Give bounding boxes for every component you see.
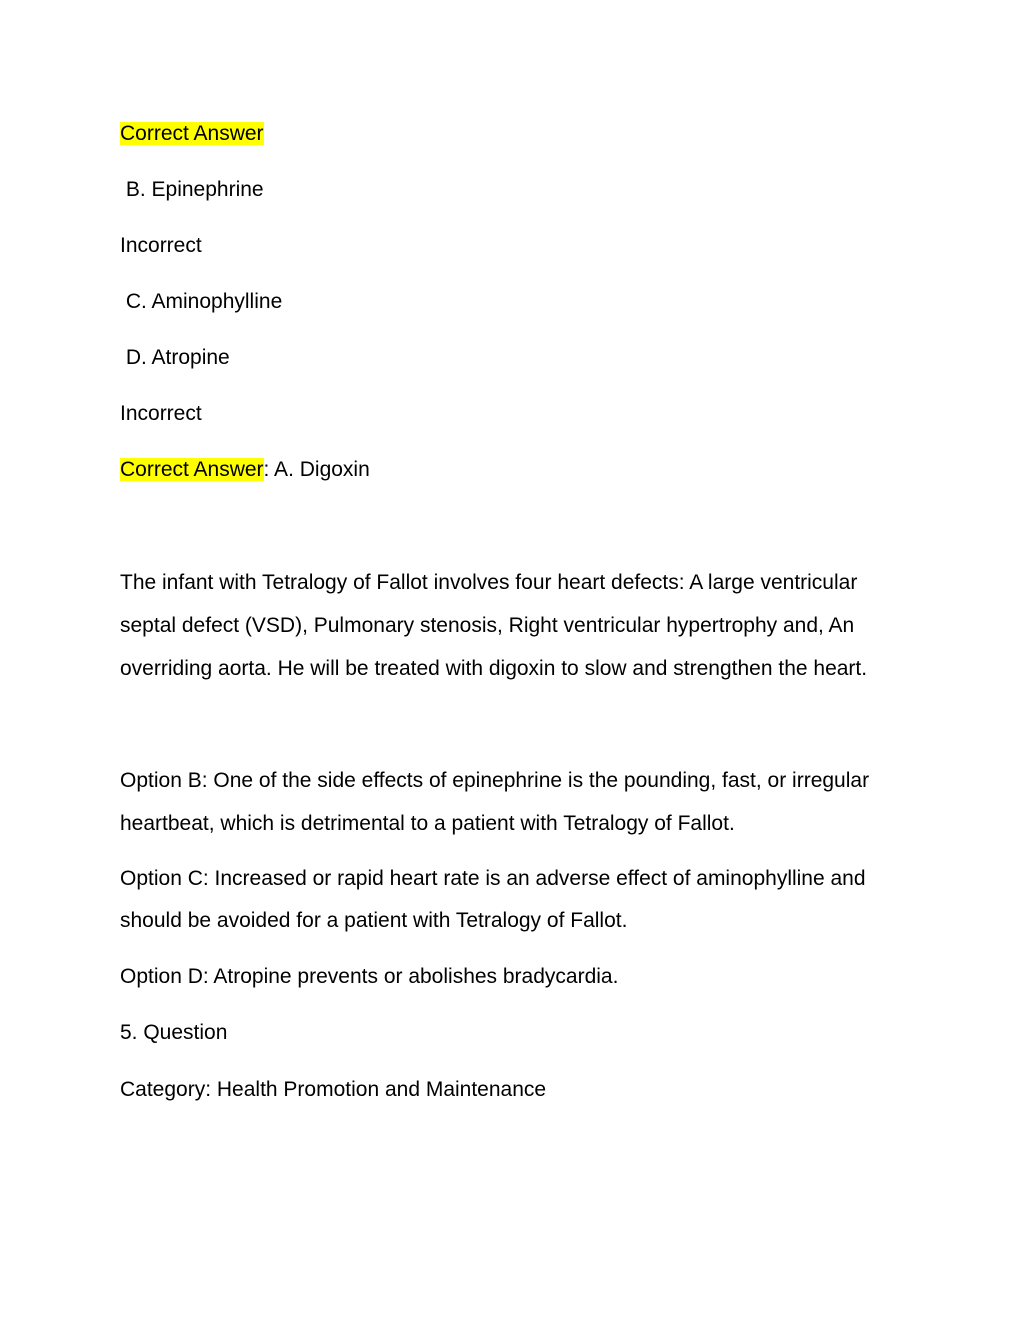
- highlighted-label: Correct Answer: [120, 458, 264, 481]
- option-c-rationale: Option C: Increased or rapid heart rate is an adverse effect of aminophylline and should be avoided for a patient with Tetralogy of Fallot.: [120, 867, 866, 932]
- correct-answer-heading: [120, 120, 264, 148]
- explanation-paragraph: The infant with Tetralogy of Fallot involves four heart defects: A large ventricular septal defect (VSD), Pulmonary stenosis, Right ventricular hypertrophy and, An overriding aorta. He will be treated with digoxin to slow and strengthen the heart.: [120, 571, 868, 680]
- answer-option-d: D. Atropine: [120, 346, 230, 369]
- answer-option-c: C. Aminophylline: [120, 290, 283, 313]
- option-b-rationale: Option B: One of the side effects of epinephrine is the pounding, fast, or irregular heartbeat, which is detrimental to a patient with Tetralogy of Fallot.: [120, 769, 870, 835]
- incorrect-label: Incorrect: [120, 402, 202, 425]
- question-heading: 5. Question: [120, 1021, 228, 1044]
- category-line: Category: Health Promotion and Maintenance: [120, 1078, 547, 1101]
- correct-answer-line: [120, 456, 370, 484]
- correct-answer-value: : A. Digoxin: [263, 458, 370, 481]
- option-d-rationale: Option D: Atropine prevents or abolishes bradycardia.: [120, 965, 619, 988]
- answer-option-b: B. Epinephrine: [120, 178, 264, 201]
- highlighted-label: Correct Answer: [120, 122, 264, 145]
- incorrect-label: Incorrect: [120, 234, 202, 257]
